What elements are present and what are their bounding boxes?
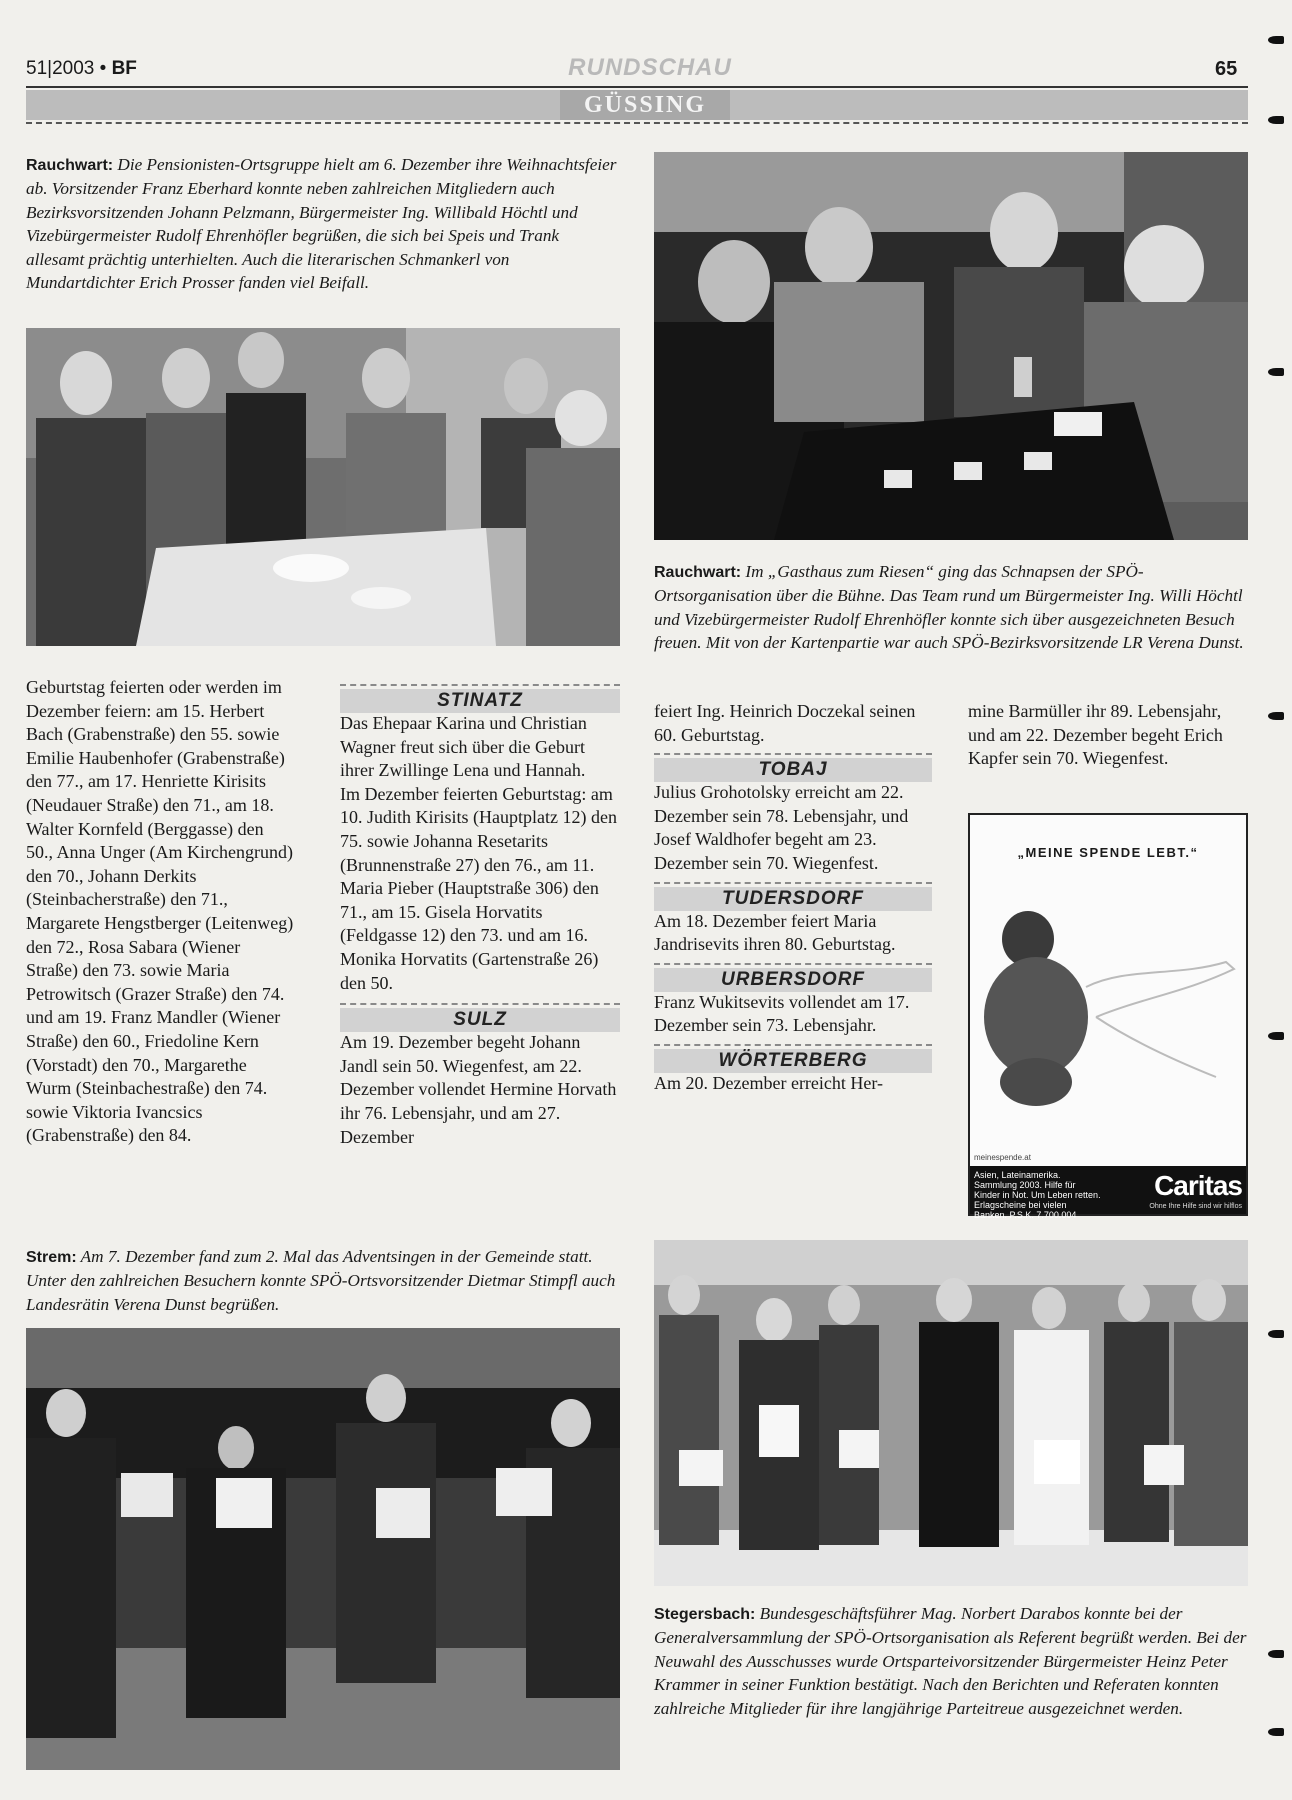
ad-slogan: „MEINE SPENDE LEBT.“ — [1017, 845, 1199, 860]
margin-mark — [1268, 368, 1284, 376]
publication-code: BF — [111, 58, 137, 79]
caption-text: Bundesgeschäftsführer Mag. Norbert Darabos konnte bei der Generalversammlung der SPÖ-Ortsorganisation als Referent begrüßt werden. Bei der Neuwahl des Ausschusses wurde Ortsparteivorsitzender Bürgermeister Heinz Peter Krammer in seiner Funktion bestätigt. Nach den Berichten und Referaten konnten zahlreiche Mitglieder für ihre langjährige Parteitreue ausgezeichnet werden. — [654, 1604, 1247, 1718]
caption-text: Im „Gasthaus zum Riesen“ ging das Schnapsen der SPÖ-Ortsorganisation über die Bühne. Das Team rund um Bürgermeister Ing. Willi Höchtl und Vizebürgermeister Rudolf Ehrenhöfler konnte sich über ausgezeichneten Besuch freuen. Mit von der Kartenpartie war auch SPÖ-Bezirksvorsitzende LR Verena Dunst. — [654, 562, 1244, 653]
margin-mark — [1268, 1032, 1284, 1040]
header-dashed-rule — [26, 122, 1248, 124]
margin-mark — [1268, 1650, 1284, 1658]
photo-card-game — [654, 152, 1248, 540]
tobaj-paragraph: Julius Grohotolsky erreicht am 22. Dezember sein 78. Lebensjahr, und Josef Waldhofer begeht am 23. Dezember sein 70. Wiegenfest. — [654, 782, 909, 873]
ad-footer-bar — [970, 1166, 1246, 1220]
section-head-urbersdorf — [654, 957, 932, 991]
caption-rauchwart-cards — [654, 560, 1248, 655]
issue-number: 51|2003 — [26, 58, 95, 79]
section-title-tobaj: TOBAJ — [654, 758, 932, 782]
margin-mark — [1268, 116, 1284, 124]
section-title-tudersdorf: TUDERSDORF — [654, 887, 932, 911]
column4-continuation: mine Barmüller ihr 89. Lebensjahr, und am 22. Dezember begeht Erich Kapfer sein 70. Wiegenfest. — [968, 701, 1223, 769]
caption-rauchwart-pensioners — [26, 153, 618, 294]
header-rule — [26, 86, 1248, 88]
column-tobaj-etc — [654, 700, 932, 1096]
child-illustration — [976, 907, 1240, 1117]
caption-place: Rauchwart: — [26, 157, 114, 174]
region-title: GÜSSING — [560, 90, 730, 120]
caritas-logo: Caritas — [1154, 1170, 1242, 1201]
section-title-woerterberg: WÖRTERBERG — [654, 1049, 932, 1073]
caritas-advertisement — [968, 813, 1248, 1220]
issue-info — [26, 58, 137, 80]
column-4-top — [968, 700, 1248, 771]
section-title-urbersdorf: URBERSDORF — [654, 968, 932, 992]
photo-pensioners-christmas — [26, 328, 620, 646]
column-stinatz-sulz — [340, 678, 620, 1149]
section-head-tobaj — [654, 747, 932, 781]
urbersdorf-paragraph: Franz Wukitsevits vollendet am 17. Dezember sein 73. Lebensjahr. — [654, 991, 910, 1036]
stinatz-paragraph-2: Im Dezember feierten Geburtstag: am 10. Judith Kirisits (Hauptplatz 12) den 75. sowie Johanna Resetarits (Brunnenstraße 27) den 76., am 11. Maria Pieber (Hauptstraße 306) den 71., am 15. Gisela Horvatits (Feldgasse 12) den 73. und am 16. Monika Horvatits (Gartenstraße 26) den 50. — [340, 783, 617, 993]
section-title-sulz: SULZ — [340, 1008, 620, 1032]
sulz-paragraph: Am 19. Dezember begeht Johann Jandl sein 50. Wiegenfest, am 22. Dezember vollendet Hermine Horvath ihr 76. Lebensjahr, und am 27. Dezember — [340, 1032, 617, 1147]
caption-place: Strem: — [26, 1249, 77, 1266]
column-birthdays — [26, 676, 294, 1148]
caption-place: Stegersbach: — [654, 1606, 756, 1623]
photo-general-assembly — [654, 1240, 1248, 1586]
caption-text: Die Pensionisten-Ortsgruppe hielt am 6. Dezember ihre Weihnachtsfeier ab. Vorsitzender Franz Eberhard konnte neben zahlreichen Mitgliedern auch Bezirksvorsitzenden Johann Pelzmann, Bürgermeister Ing. Willibald Höchtl und Vizebürgermeister Rudolf Ehrenhöfler begrüßen, die sich bei Speis und Trank allesamt prächtig unterhielten. Auch die literarischen Schmankerl von Mundartdichter Erich Prosser fanden viel Beifall. — [26, 155, 617, 293]
caption-place: Rauchwart: — [654, 564, 742, 581]
woerterberg-paragraph: Am 20. Dezember erreicht Her- — [654, 1072, 884, 1093]
ad-footer-text: Asien, Lateinamerika. Sammlung 2003. Hilfe für Kinder in Not. Um Leben retten. Erlagscheine bei vielen Banken. P.S.K. 7.700.004 — [974, 1170, 1101, 1220]
caption-strem — [26, 1245, 620, 1316]
birthday-list-text: Geburtstag feierten oder werden im Dezember feiern: am 15. Herbert Bach (Grabenstraße) den 55. sowie Emilie Haubenhofer (Grabenstraße) den 77., am 17. Henriette Kirisits (Neudauer Straße) den 71., am 18. Walter Kornfeld (Berggasse) den 50., Anna Unger (Am Kirchengrund) den 70., Johann Derkits (Steinbacherstraße) den 71., Margarete Hengstberger (Leitenweg) den 72., Rosa Sabara (Wiener Straße) den 73. sowie Maria Petrowitsch (Grazer Straße) den 74. und am 19. Franz Mandler (Wiener Straße) den 60., Friedoline Kern (Vorstadt) den 70., Margarethe Wurm (Steinbachestraße) den 74. sowie Viktoria Ivancsics (Grabenstraße) den 84. — [26, 677, 294, 1146]
photo-advent-singing — [26, 1328, 620, 1770]
tudersdorf-paragraph: Am 18. Dezember feiert Maria Jandrisevits ihren 80. Geburtstag. — [654, 910, 896, 955]
caption-text: Am 7. Dezember fand zum 2. Mal das Adventsingen in der Gemeinde statt. Unter den zahlreichen Besuchern konnte SPÖ-Ortsvorsitzender Dietmar Stimpfl auch Landesrätin Verena Dunst begrüßen. — [26, 1247, 616, 1314]
margin-mark — [1268, 712, 1284, 720]
section-head-sulz — [340, 997, 620, 1031]
issue-bullet: • — [99, 58, 107, 79]
page-number: 65 — [1215, 58, 1238, 80]
column3-continuation: feiert Ing. Heinrich Doczekal seinen 60. Geburtstag. — [654, 701, 916, 745]
margin-mark — [1268, 1728, 1284, 1736]
section-title: RUNDSCHAU — [568, 54, 732, 81]
ad-website: meinespende.at — [974, 1153, 1031, 1162]
margin-mark — [1268, 1330, 1284, 1338]
section-head-stinatz — [340, 678, 620, 712]
section-head-tudersdorf — [654, 876, 932, 910]
margin-mark — [1268, 36, 1284, 44]
caritas-tagline: Ohne Ihre Hilfe sind wir hilflos — [1149, 1203, 1242, 1210]
stinatz-paragraph-1: Das Ehepaar Karina und Christian Wagner freut sich über die Geburt ihrer Zwillinge Lena und Hannah. — [340, 713, 587, 781]
section-head-woerterberg — [654, 1038, 932, 1072]
section-title-stinatz: STINATZ — [340, 689, 620, 713]
caption-stegersbach — [654, 1602, 1248, 1720]
